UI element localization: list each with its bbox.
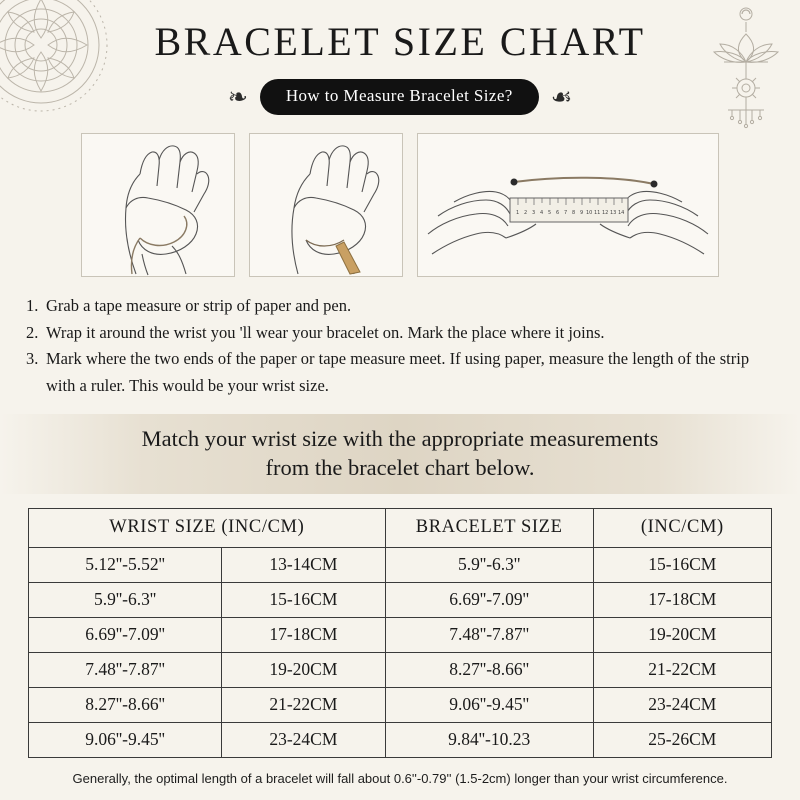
- flourish-left-icon: ❧: [227, 83, 248, 111]
- bracelet-size-header: BRACELET SIZE: [385, 509, 593, 548]
- wrist-inch-cell: 8.27''-8.66'': [29, 688, 222, 723]
- bracelet-cm-cell: 15-16CM: [593, 548, 771, 583]
- svg-text:7: 7: [564, 210, 568, 216]
- svg-text:5: 5: [548, 210, 552, 216]
- svg-text:3: 3: [532, 210, 536, 216]
- instruction-text: Grab a tape measure or strip of paper and pen.: [46, 296, 352, 315]
- instruction-number: 1.: [26, 296, 39, 315]
- list-item: [26, 346, 774, 399]
- table-header-row: [29, 509, 772, 548]
- svg-text:14: 14: [618, 210, 625, 216]
- wrist-cm-cell: 19-20CM: [222, 653, 385, 688]
- wrist-inch-cell: 9.06''-9.45'': [29, 723, 222, 758]
- instruction-number: 3.: [26, 349, 39, 369]
- wrist-inch-cell: 6.69''-7.09'': [29, 618, 222, 653]
- bracelet-inch-cell: 9.84''-10.23: [385, 723, 593, 758]
- size-chart-wrapper: [28, 508, 772, 758]
- wrist-size-header: WRIST SIZE (INC/CM): [29, 509, 386, 548]
- match-size-banner: [0, 414, 800, 495]
- svg-text:2: 2: [524, 210, 528, 216]
- bracelet-size-units-header: (INC/CM): [593, 509, 771, 548]
- svg-text:13: 13: [610, 210, 617, 216]
- table-row: [29, 548, 772, 583]
- bracelet-inch-cell: 8.27''-8.66'': [385, 653, 593, 688]
- bracelet-cm-cell: 19-20CM: [593, 618, 771, 653]
- instruction-number: 2.: [26, 322, 39, 342]
- footnote-text: Generally, the optimal length of a bracelet will fall about 0.6''-0.79'' (1.5-2cm) longer than your wrist circumference.: [72, 771, 728, 786]
- bracelet-inch-cell: 6.69''-7.09'': [385, 583, 593, 618]
- instruction-text: Wrap it around the wrist you 'll wear your bracelet on. Mark the place where it joins.: [46, 322, 605, 342]
- svg-text:6: 6: [556, 210, 560, 216]
- page-title: BRACELET SIZE CHART: [154, 19, 646, 64]
- bracelet-cm-cell: 21-22CM: [593, 653, 771, 688]
- wrist-cm-cell: 21-22CM: [222, 688, 385, 723]
- table-row: [29, 688, 772, 723]
- bracelet-cm-cell: 23-24CM: [593, 688, 771, 723]
- wrist-inch-cell: 5.12''-5.52'': [29, 548, 222, 583]
- wrist-cm-cell: 13-14CM: [222, 548, 385, 583]
- size-chart-table: [28, 508, 772, 758]
- bracelet-inch-cell: 9.06''-9.45'': [385, 688, 593, 723]
- wrist-cm-cell: 17-18CM: [222, 618, 385, 653]
- banner-line-1: Match your wrist size with the appropriate measurements: [141, 425, 659, 451]
- hand-with-tape-measure-photo: [81, 133, 235, 277]
- svg-text:9: 9: [580, 210, 584, 216]
- svg-text:8: 8: [572, 210, 576, 216]
- flourish-right-icon: ☙: [550, 83, 573, 111]
- svg-text:10: 10: [586, 210, 593, 216]
- instruction-text: Mark where the two ends of the paper or tape measure meet. If using paper, measure the length of the strip with a ruler. This would be your wrist size.: [46, 349, 750, 396]
- wrist-inch-cell: 7.48''-7.87'': [29, 653, 222, 688]
- wrist-cm-cell: 15-16CM: [222, 583, 385, 618]
- bracelet-inch-cell: 7.48''-7.87'': [385, 618, 593, 653]
- table-row: [29, 723, 772, 758]
- subtitle-row: [0, 79, 800, 115]
- wrist-cm-cell: 23-24CM: [222, 723, 385, 758]
- list-item: [26, 320, 774, 347]
- bracelet-cm-cell: 17-18CM: [593, 583, 771, 618]
- banner-line-2: from the bracelet chart below.: [265, 455, 535, 481]
- ruler-measuring-strip-photo: [417, 133, 719, 277]
- bracelet-inch-cell: 5.9''-6.3'': [385, 548, 593, 583]
- instruction-list: [26, 293, 774, 400]
- svg-text:11: 11: [594, 210, 601, 216]
- wrist-inch-cell: 5.9''-6.3'': [29, 583, 222, 618]
- hand-with-paper-strip-photo: [249, 133, 403, 277]
- svg-text:4: 4: [540, 210, 544, 216]
- subtitle-badge: How to Measure Bracelet Size?: [260, 79, 539, 115]
- list-item: [26, 293, 774, 320]
- table-row: [29, 583, 772, 618]
- table-row: [29, 653, 772, 688]
- svg-text:1: 1: [516, 210, 520, 216]
- illustration-row: [0, 133, 800, 277]
- bracelet-cm-cell: 25-26CM: [593, 723, 771, 758]
- svg-text:12: 12: [602, 210, 609, 216]
- table-row: [29, 618, 772, 653]
